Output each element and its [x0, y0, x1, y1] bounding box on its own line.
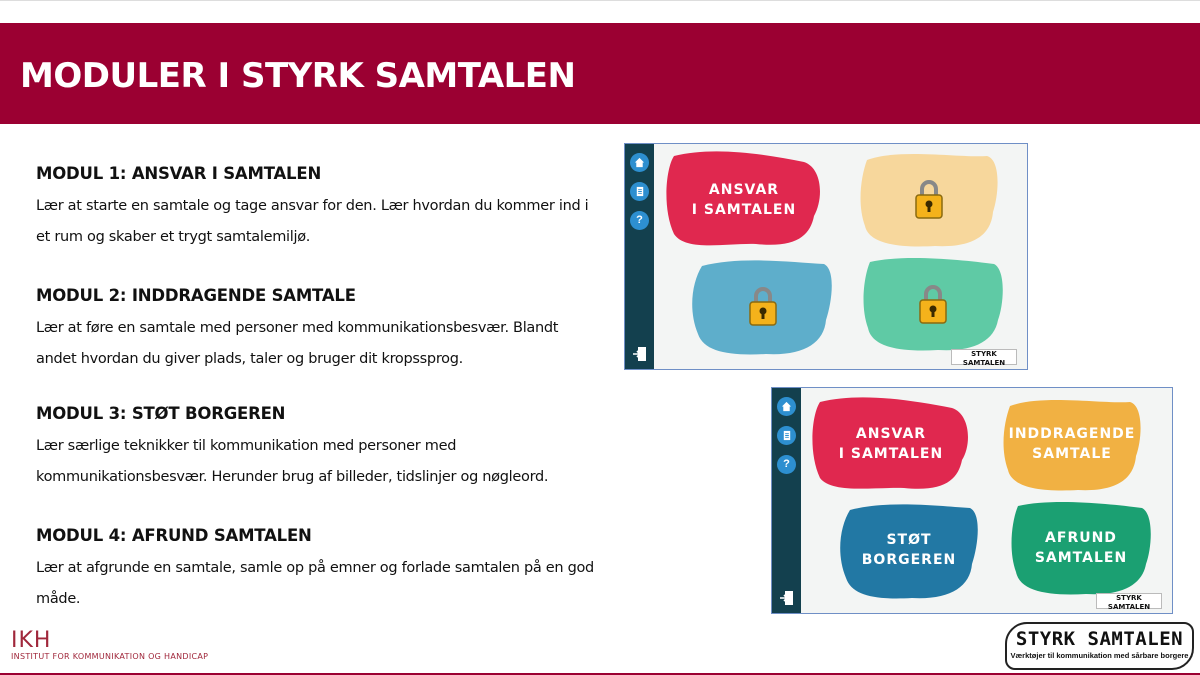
module-1-text: Lær at starte en samtale og tage ansvar for den. Lær hvordan du kommer ind i et rum og skaber et trygt samtalemiljø. — [36, 198, 589, 245]
ikh-logo — [11, 630, 208, 661]
tile-label: ANSVAR I SAMTALEN — [838, 426, 944, 462]
app-sidebar — [625, 144, 654, 369]
tile-label: AFRUND SAMTALEN — [1034, 530, 1128, 566]
tile-locked-4[interactable] — [862, 254, 1004, 354]
title-banner — [0, 23, 1200, 124]
lock-icon — [748, 285, 778, 327]
mini-logo: STYRK SAMTALEN — [951, 349, 1017, 365]
tile-stoet[interactable] — [838, 498, 980, 602]
tile-locked-3[interactable] — [690, 254, 835, 358]
styrk-samtalen-logo — [1005, 622, 1194, 670]
tile-locked-2[interactable] — [859, 150, 999, 248]
help-icon[interactable]: ? — [630, 211, 649, 230]
ikh-logo-mark: IKH — [11, 628, 52, 653]
app-screenshot-locked — [624, 143, 1028, 370]
module-3-text: Lær særlige teknikker til kommunikation med personer med kommunikationsbesvær. Herunder brug af billeder, tidslinjer og nøgleord. — [36, 438, 549, 485]
module-4 — [36, 526, 596, 615]
exit-icon[interactable] — [632, 346, 647, 362]
brand-subtitle: Værktøjer til kommunikation med sårbare borgere — [1010, 651, 1189, 660]
document-icon[interactable] — [777, 426, 796, 445]
help-icon[interactable]: ? — [777, 455, 796, 474]
tile-label: ANSVAR I SAMTALEN — [691, 181, 797, 218]
module-2-heading: MODUL 2: INDDRAGENDE SAMTALE — [36, 286, 356, 305]
module-4-text: Lær at afgrunde en samtale, samle op på emner og forlade samtalen på en god måde. — [36, 560, 594, 607]
mini-logo: STYRK SAMTALEN — [1096, 593, 1162, 609]
tile-afrund[interactable] — [1010, 498, 1152, 598]
top-border — [0, 0, 1200, 1]
home-icon[interactable] — [630, 153, 649, 172]
tile-inddragende[interactable] — [1002, 396, 1142, 492]
app-screenshot-unlocked — [771, 387, 1173, 614]
module-1 — [36, 164, 596, 253]
tile-ansvar[interactable] — [810, 394, 972, 494]
module-3 — [36, 404, 596, 493]
tile-label: INDDRAGENDE SAMTALE — [1008, 426, 1136, 462]
home-icon[interactable] — [777, 397, 796, 416]
module-4-heading: MODUL 4: AFRUND SAMTALEN — [36, 526, 312, 545]
module-2-text: Lær at føre en samtale med personer med kommunikationsbesvær. Blandt andet hvordan du giver plads, taler og bruger dit kropssprog. — [36, 320, 559, 367]
lock-icon — [914, 178, 944, 220]
exit-icon[interactable] — [779, 590, 794, 606]
module-1-heading: MODUL 1: ANSVAR I SAMTALEN — [36, 164, 322, 183]
lock-icon — [918, 283, 948, 325]
module-3-heading: MODUL 3: STØT BORGEREN — [36, 404, 286, 423]
module-2 — [36, 286, 596, 375]
ikh-name: INSTITUT FOR KOMMUNIKATION OG HANDICAP — [11, 652, 209, 661]
tile-label: STØT BORGEREN — [861, 532, 957, 568]
slide-title: MODULER I STYRK SAMTALEN — [20, 56, 576, 96]
document-icon[interactable] — [630, 182, 649, 201]
brand-title: STYRK SAMTALEN — [1015, 628, 1184, 650]
tile-ansvar[interactable] — [664, 148, 824, 251]
app-sidebar — [772, 388, 801, 613]
